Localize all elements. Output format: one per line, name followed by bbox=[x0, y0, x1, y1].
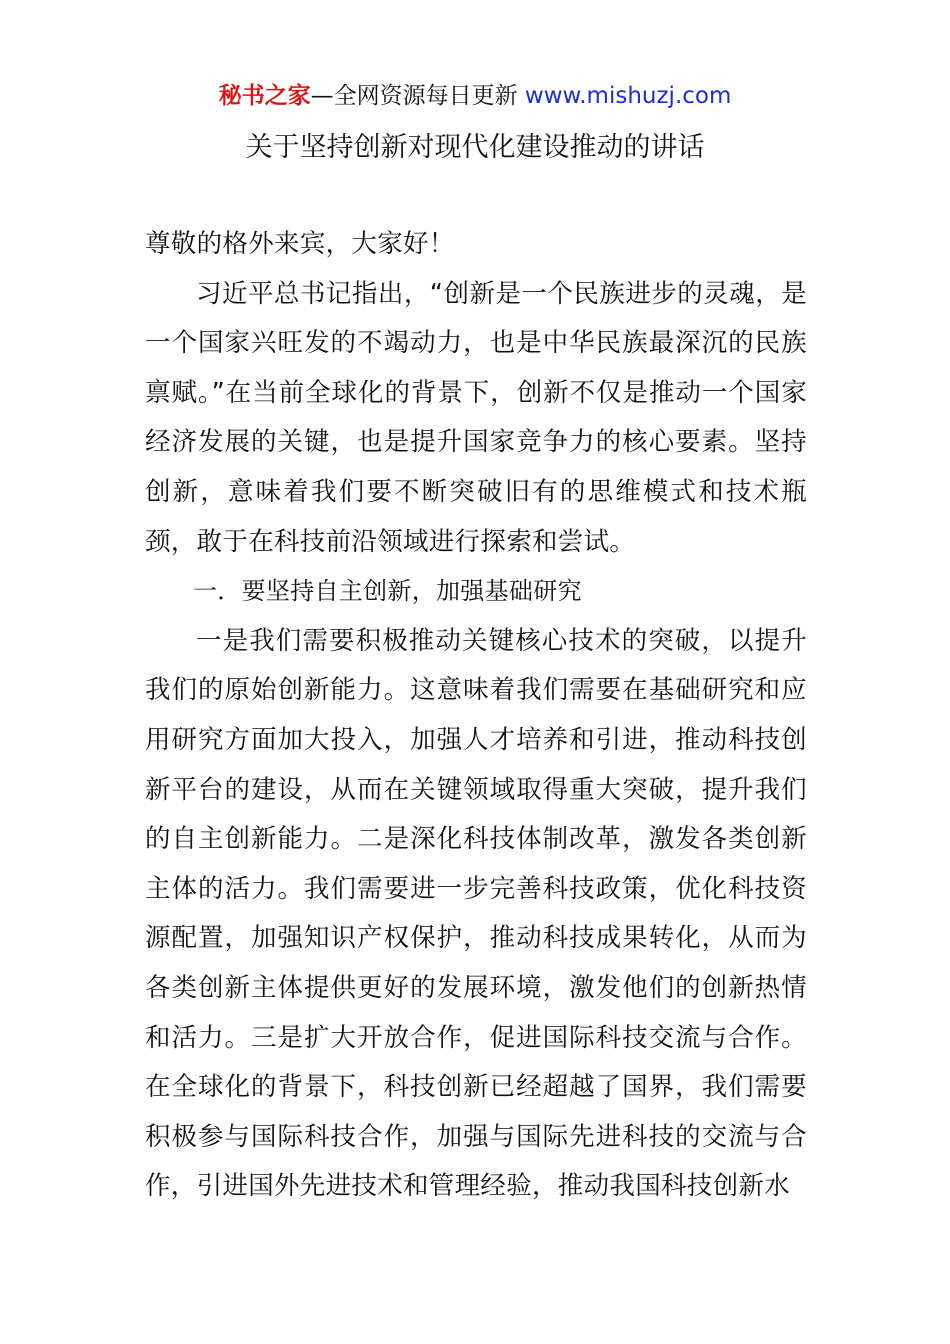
site-tagline: —全网资源每日更新 bbox=[310, 83, 518, 109]
document-body bbox=[145, 220, 807, 1212]
site-header bbox=[0, 80, 950, 112]
intro-paragraph: 习近平总书记指出，“创新是一个民族进步的灵魂，是一个国家兴旺发的不竭动力，也是中华民族最深沉的民族禀赋。”在当前全球化的背景下，创新不仅是推动一个国家经济发展的关键，也是提升国家竞争力的核心要素。坚持创新，意味着我们要不断突破旧有的思维模式和技术瓶颈，敢于在科技前沿领域进行探索和尝试。 bbox=[145, 278, 807, 557]
section-heading: 一．要坚持自主创新，加强基础研究 bbox=[193, 577, 582, 606]
site-url-link[interactable]: www.mishuzj.com bbox=[524, 83, 732, 109]
section-paragraph: 一是我们需要积极推动关键核心技术的突破，以提升我们的原始创新能力。这意味着我们需要在基础研究和应用研究方面加大投入，加强人才培养和引进，推动科技创新平台的建设，从而在关键领域取得重大突破，提升我们的自主创新能力。二是深化科技体制改革，激发各类创新主体的活力。我们需要进一步完善科技政策，优化科技资源配置，加强知识产权保护，推动科技成果转化，从而为各类创新主体提供更好的发展环境，激发他们的创新热情和活力。三是扩大开放合作，促进国际科技交流与合作。在全球化的背景下，科技创新已经超越了国界，我们需要积极参与国际科技合作，加强与国际先进科技的交流与合作，引进国外先进技术和管理经验，推动我国科技创新水 bbox=[145, 625, 807, 1202]
document-title: 关于坚持创新对现代化建设推动的讲话 bbox=[245, 132, 705, 163]
greeting: 尊敬的格外来宾，大家好！ bbox=[145, 229, 455, 259]
site-name: 秘书之家 bbox=[218, 83, 311, 109]
